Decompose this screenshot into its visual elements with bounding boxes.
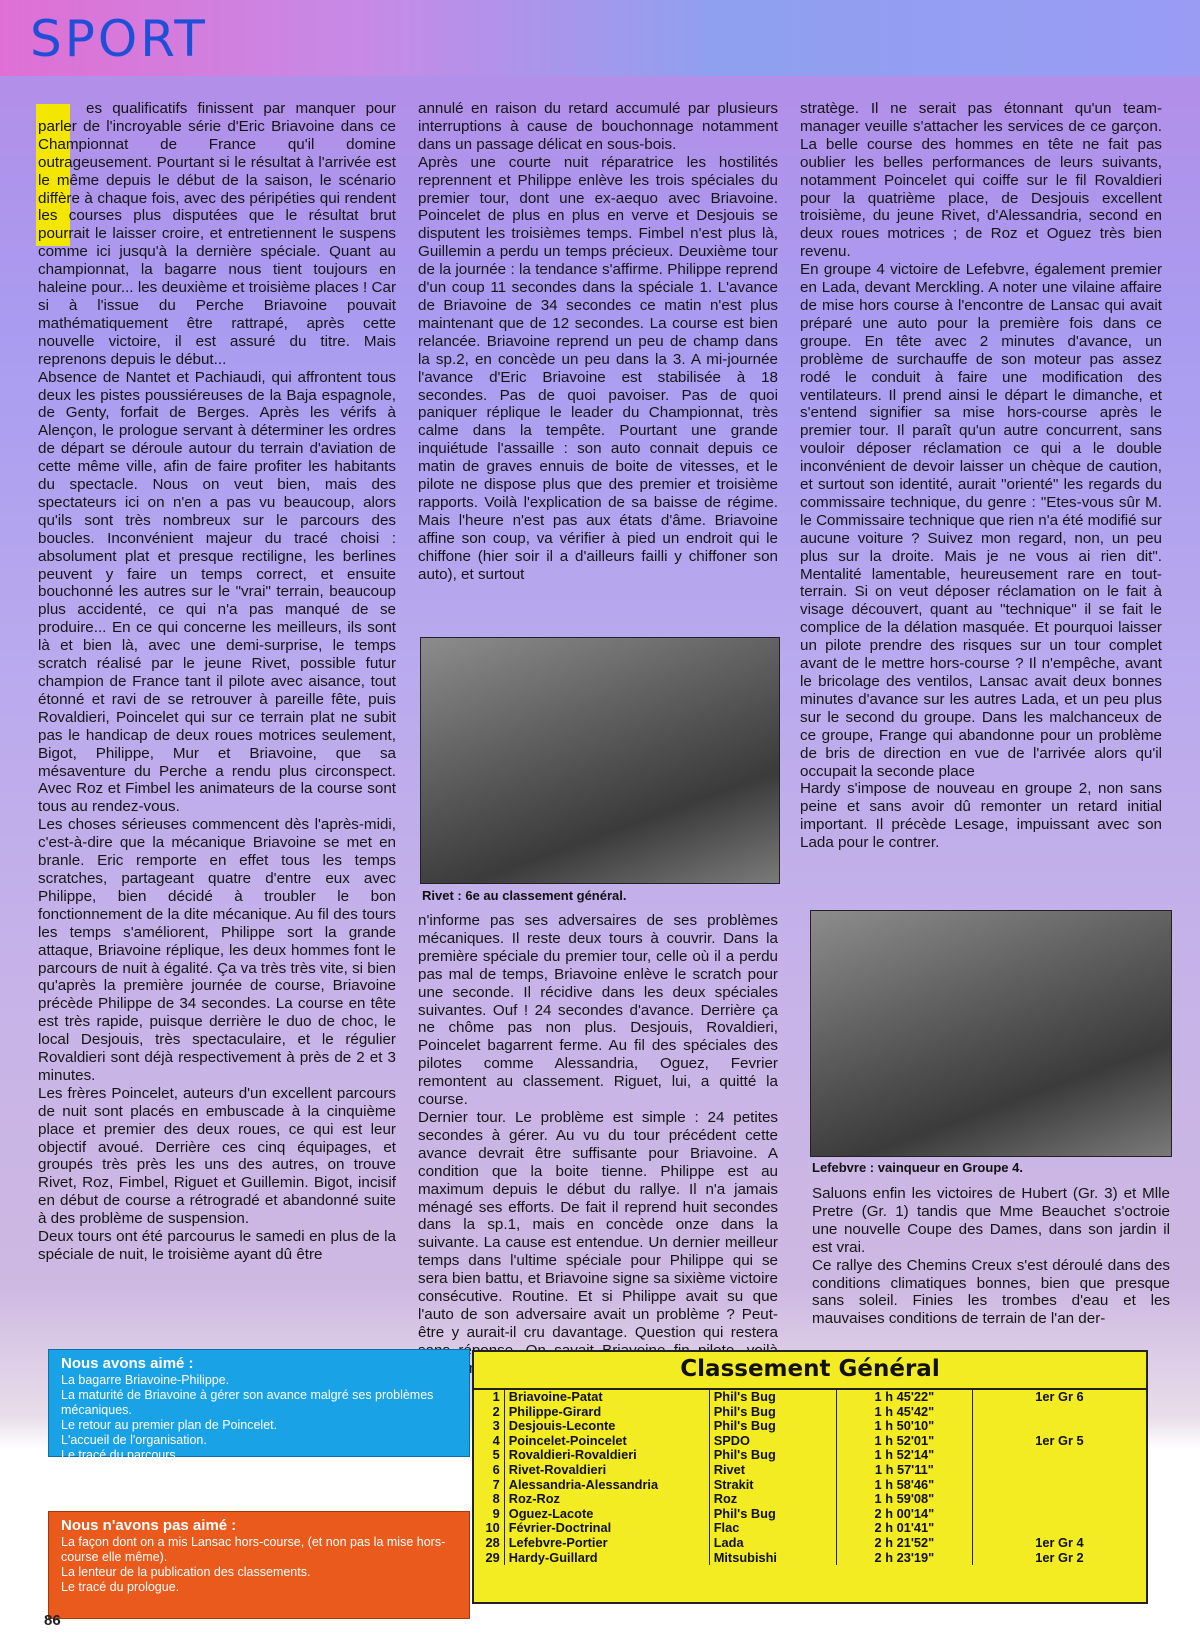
paragraph: Ce rallye des Chemins Creux s'est déroulé dans des conditions climatiques bonnes, bien que presque sans soleil. Finies les trombes d'eau et les mauvaises conditions de terrain de l'an der- bbox=[812, 1256, 1170, 1328]
table-row bbox=[474, 1405, 1146, 1420]
paragraph: es qualificatifs finissent par manquer pour parler de l'incroyable série d'Eric Briavoine dans ce Championnat de France qu'il domine outrageusement. Pourtant si le résultat à l'arrivée est le même depuis le début de la saison, le scénario diffère à chaque fois, avec des péripéties qui rendent les courses plus disputées que le résultat brut pourrait le laisser croire, et entretiennent le suspens comme ici jusqu'à la dernière spéciale. Quant au championnat, la bagarre nous tient toujours en haleine pour... les deuxième et troisième places ! Car si à l'issue du Perche Briavoine pouvait mathématiquement être rattrapé, après cette nouvelle victoire, il est assuré du titre. Mais reprenons depuis le début... bbox=[38, 100, 396, 368]
car-cell: Phil's Bug bbox=[709, 1389, 836, 1405]
rank-cell: 28 bbox=[485, 1534, 500, 1550]
time-cell: 1 h 57'11" bbox=[836, 1463, 972, 1478]
class-cell bbox=[972, 1448, 1146, 1463]
table-row bbox=[474, 1507, 1146, 1522]
table-row bbox=[474, 1448, 1146, 1463]
list-item: La façon dont on a mis Lansac hors-course, (et non pas la mise hors-course elle même). bbox=[61, 1535, 446, 1564]
standings-title: Classement Général bbox=[680, 1356, 940, 1382]
liked-box bbox=[48, 1349, 470, 1462]
paragraph: Les frères Poincelet, auteurs d'un excellent parcours de nuit sont placés en embuscade à la cinquième place et premier des deux roues, ce qui est leur objectif avoué. Derrière ces cinq équipages, et groupés très près les uns des autres, on trouve Rivet, Roz, Fimbel, Riguet et Guillemin. Bigot, incisif en début de course a rétrogradé et abandonné suite à des problème de suspension. bbox=[38, 1084, 396, 1228]
photo-caption: Lefebvre : vainqueur en Groupe 4. bbox=[812, 1160, 1023, 1175]
car-cell: Mitsubishi bbox=[709, 1551, 836, 1566]
liked-title: Nous avons aimé : bbox=[61, 1355, 194, 1372]
paragraph: n'informe pas ses adversaires de ses problèmes mécaniques. Il reste deux tours à couvrir. Dans la première spéciale du premier tour, celle où il a perdu pas mal de temps, Briavoine enlève le scratch pour une seconde. Il récidive dans les deux spéciales suivantes. Ouf ! 24 secondes d'avance. Derrière ça ne chôme pas non plus. Desjouis, Rovaldieri, Poincelet bagarrent ferme. Au fil des spéciales des pilotes comme Alessandria, Oguez, Fevrier remontent au classement. Riguet, lui, a quitté la course. bbox=[418, 912, 778, 1109]
time-cell: 1 h 45'22" bbox=[836, 1389, 972, 1405]
class-cell: 1er Gr 2 bbox=[972, 1551, 1146, 1566]
class-cell: 1er Gr 6 bbox=[972, 1389, 1146, 1405]
time-cell: 2 h 23'19" bbox=[836, 1551, 972, 1566]
paragraph: Saluons enfin les victoires de Hubert (Gr. 3) et Mlle Pretre (Gr. 1) tandis que Mme Beauchet s'octroie une nouvelle Coupe des Dames, dans son jardin il est vrai. bbox=[812, 1185, 1170, 1256]
car-cell: Phil's Bug bbox=[709, 1405, 836, 1420]
car-cell: Phil's Bug bbox=[709, 1419, 836, 1434]
car-cell: SPDO bbox=[709, 1434, 836, 1449]
time-cell: 1 h 52'01" bbox=[836, 1434, 972, 1449]
crew-cell: Rivet-Rovaldieri bbox=[504, 1463, 709, 1478]
article-column-2 bbox=[418, 100, 778, 583]
crew-cell: Roz-Roz bbox=[504, 1492, 709, 1507]
paragraph: En groupe 4 victoire de Lefebvre, également premier en Lada, devant Merckling. A noter une vilaine affaire de mise hors course à l'encontre de Lansac qui avait préparé une auto pour la première fois dans ce groupe. En tête avec 2 minutes d'avance, un problème de surchauffe de son moteur pas assez rodé le conduit à faire une modification des ventilateurs. Il prend ainsi le départ le dimanche, et s'entend signifier sa mise hors-course après le premier tour. Il paraît qu'un autre concurrent, sans vouloir déposer réclamation ce qui a le double inconvénient de devoir laisser un chèque de caution, et surtout son identité, aurait "orienté" les regards du commissaire technique, du genre : "Etes-vous sûr M. le Commissaire technique que rien n'a été modifié sur aucune voiture ? Suivez mon regard, non, un peu plus sur la droite. Mais je ne vous ai rien dit". Mentalité lamentable, heureusement rare en tout-terrain. Si on veut déposer réclamation on le fait à visage découvert, quant au "technique" il se fait le complice de la délation masquée. Et pourquoi laisser un pilote prendre des risques sur un tour complet avant de le mettre hors-course ? Il n'empêche, avant le bricolage des ventilos, Lansac avait deux bonnes minutes d'avance sur les autres Lada, et un peu plus sur le second du groupe. Dans les malchanceux de ce groupe, Frange qui abandonne pour un problème de bris de direction en vue de l'arrivée alors qu'il occupait la seconde place bbox=[800, 261, 1162, 780]
car-cell: Flac bbox=[709, 1521, 836, 1536]
table-row bbox=[474, 1478, 1146, 1493]
rank-cell: 10 bbox=[485, 1520, 500, 1536]
section-title: SPORT bbox=[30, 10, 208, 68]
paragraph: Les choses sérieuses commencent dès l'après-midi, c'est-à-dire que la mécanique Briavoine se met en branle. Eric remporte en effet tous les temps scratches, partageant quatre d'entre eux avec Philippe, bien décidé à troubler le bon fonctionnement de la dite mécanique. Au fil des tours les temps s'améliorent, Philippe sort la grande attaque, Briavoine réplique, les deux hommes font le parcours de nuit à égalité. Ça va très très vite, si bien qu'après la première journée de course, Briavoine précède Philippe de 34 secondes. La course en tête est très rapide, puisque derrière le duo de choc, le local Desjouis, très spectaculaire, et le régulier Rovaldieri sont déjà respectivement à près de 2 et 3 minutes. bbox=[38, 816, 396, 1084]
crew-cell: Février-Doctrinal bbox=[504, 1521, 709, 1536]
table-row bbox=[474, 1521, 1146, 1536]
list-item: Le tracé du parcours. bbox=[61, 1448, 180, 1462]
rank-cell: 29 bbox=[485, 1549, 500, 1565]
paragraph: annulé en raison du retard accumulé par plusieurs interruptions à cause de bouchonnage notamment dans un passage délicat en sous-bois. bbox=[418, 100, 778, 153]
crew-cell: Philippe-Girard bbox=[504, 1405, 709, 1420]
time-cell: 1 h 45'42" bbox=[836, 1405, 972, 1420]
time-cell: 1 h 50'10" bbox=[836, 1419, 972, 1434]
standings-box bbox=[472, 1350, 1148, 1604]
paragraph: stratège. Il ne serait pas étonnant qu'un team-manager veuille s'attacher les services de ce garçon. La belle course des hommes en tête ne fait pas oublier les belles performances de leurs suivants, notamment Poincelet qui coiffe sur le fil Rovaldieri pour la quatrième place, de Desjouis excellent troisième, du jeune Rivet, d'Alessandria, second en deux roues motrices ; de Roz et Oguez très bien revenu. bbox=[800, 100, 1162, 261]
table-row bbox=[474, 1492, 1146, 1507]
car-cell: Lada bbox=[709, 1536, 836, 1551]
standings-table bbox=[474, 1388, 1146, 1565]
class-cell bbox=[972, 1478, 1146, 1493]
class-cell bbox=[972, 1463, 1146, 1478]
list-item: La bagarre Briavoine-Philippe. bbox=[61, 1373, 230, 1387]
article-column-3 bbox=[800, 100, 1162, 852]
crew-cell: Oguez-Lacote bbox=[504, 1507, 709, 1522]
class-cell: 1er Gr 5 bbox=[972, 1434, 1146, 1449]
list-item: La maturité de Briavoine à gérer son avance malgré ses problèmes mécaniques. bbox=[61, 1388, 434, 1417]
crew-cell: Desjouis-Leconte bbox=[504, 1419, 709, 1434]
table-row bbox=[474, 1463, 1146, 1478]
section-header bbox=[0, 0, 1200, 76]
class-cell bbox=[972, 1492, 1146, 1507]
rank-cell: 2 bbox=[492, 1403, 500, 1419]
class-cell: 1er Gr 4 bbox=[972, 1536, 1146, 1551]
car-cell: Roz bbox=[709, 1492, 836, 1507]
rank-cell: 4 bbox=[492, 1432, 500, 1448]
table-row bbox=[474, 1434, 1146, 1449]
list-item: Le tracé du prologue. bbox=[61, 1580, 180, 1594]
time-cell: 1 h 59'08" bbox=[836, 1492, 972, 1507]
paragraph: Dernier tour. Le problème est simple : 24 petites secondes à gérer. Au vu du tour précédent cette avance devrait être suffisante pour Briavoine. A condition que la boite tienne. Philippe est au maximum depuis le début du rallye. Il n'a jamais ménagé ses efforts. De fait il reprend huit secondes dans la sp.1, mais en concède onze dans la suivante. La cause est entendue. Un dernier meilleur temps dans l'ultime spéciale pour Philippe qui se sera bien battu, et Briavoine signe sa sixième victoire consécutive. Routine. Et si Philippe avait su que l'auto de son adversaire avait un problème ? Peut-être y aurait-il cru davantage. Question qui restera bbox=[418, 1108, 778, 1341]
class-cell bbox=[972, 1521, 1146, 1536]
crew-cell: Lefebvre-Portier bbox=[504, 1536, 709, 1551]
rank-cell: 5 bbox=[492, 1447, 500, 1463]
crew-cell: Alessandria-Alessandria bbox=[504, 1478, 709, 1493]
car-cell: Phil's Bug bbox=[709, 1448, 836, 1463]
paragraph: Deux tours ont été parcourus le samedi en plus de la spéciale de nuit, le troisième ayant dû être bbox=[38, 1228, 396, 1263]
paragraph: Absence de Nantet et Pachiaudi, qui affrontent tous deux les pistes poussiéreuses de la Baja espagnole, de Genty, forfait de Berges. Après les vérifs à Alençon, le prologue servant à déterminer les ordres de départ se déroule autour du terrain d'aviation de cette même ville, afin de faire profiter les habitants du spectacle. Nous on veut bien, mais des spectateurs ici on n'en a pas vu beaucoup, alors qu'ils sont très nombreux sur le parcours des boucles. Inconvénient majeur du tracé choisi : absolument plat et presque rectiligne, les berlines peuvent y faire un temps correct, et ensuite bouchonné les autres sur le "vrai" terrain, beaucoup plus accidenté, ce qui n'a pas manqué de se produire... En ce qui concerne les meilleurs, ils sont là et bien là, avec une demi-surprise, le temps scratch réalisé par le jeune Rivet, possible futur champion de France tant il pilote avec aisance, tout étonné et ravi de se retrouver à pareille fête, puis Rovaldieri, Poincelet qui sur ce terrain plat ne subit pas le handicap de deux roues motrices seulement, Bigot, Philippe, Mur et Briavoine, que sa mésaventure du Perche a rendu plus circonspect. Avec Roz et Fimbel les animateurs de la course sont tous au rendez-vous. bbox=[38, 368, 396, 816]
list-item: Le retour au premier plan de Poincelet. bbox=[61, 1418, 278, 1432]
crew-cell: Rovaldieri-Rovaldieri bbox=[504, 1448, 709, 1463]
table-row bbox=[474, 1419, 1146, 1434]
class-cell bbox=[972, 1405, 1146, 1420]
time-cell: 2 h 00'14" bbox=[836, 1507, 972, 1522]
list-item: L'accueil de l'organisation. bbox=[61, 1433, 207, 1447]
article-column-1 bbox=[38, 100, 396, 1264]
rank-cell: 6 bbox=[492, 1461, 500, 1477]
paragraph: Hardy s'impose de nouveau en groupe 2, non sans peine et sans avoir dû remonter un retard initial important. Il précède Lesage, impuissant avec son Lada pour le contrer. bbox=[800, 780, 1162, 852]
disliked-title: Nous n'avons pas aimé : bbox=[61, 1517, 237, 1534]
photo-lefebvre-lada bbox=[810, 910, 1172, 1157]
disliked-box bbox=[48, 1511, 470, 1619]
rank-cell: 3 bbox=[492, 1418, 500, 1434]
rank-cell: 1 bbox=[474, 1389, 504, 1405]
table-row bbox=[474, 1551, 1146, 1566]
class-cell bbox=[972, 1419, 1146, 1434]
photo-rivet-buggy bbox=[420, 637, 780, 884]
class-cell bbox=[972, 1507, 1146, 1522]
crew-cell: Poincelet-Poincelet bbox=[504, 1434, 709, 1449]
car-cell: Phil's Bug bbox=[709, 1507, 836, 1522]
rank-cell: 8 bbox=[492, 1491, 500, 1507]
article-column-3-continued bbox=[812, 1185, 1170, 1328]
crew-cell: Hardy-Guillard bbox=[504, 1551, 709, 1566]
table-row bbox=[474, 1389, 1146, 1405]
photo-caption: Rivet : 6e au classement général. bbox=[422, 888, 627, 903]
time-cell: 1 h 58'46" bbox=[836, 1478, 972, 1493]
time-cell: 1 h 52'14" bbox=[836, 1448, 972, 1463]
table-row bbox=[474, 1536, 1146, 1551]
time-cell: 2 h 21'52" bbox=[836, 1536, 972, 1551]
page-number: 86 bbox=[44, 1612, 61, 1629]
article-column-2-continued bbox=[418, 912, 778, 1378]
car-cell: Rivet bbox=[709, 1463, 836, 1478]
rank-cell: 9 bbox=[492, 1505, 500, 1521]
list-item: La lenteur de la publication des classements. bbox=[61, 1565, 311, 1579]
paragraph: Après une courte nuit réparatrice les hostilités reprennent et Philippe enlève les trois spéciales du premier tour, dont une ex-aequo avec Briavoine. Poincelet de plus en plus en verve et Desjouis se disputent les troisièmes temps. Fimbel n'est plus là, Guillemin a perdu un temps précieux. Deuxième tour de la journée : la tendance s'affirme. Philippe reprend d'un coup 11 secondes dans la spéciale 1. L'avance de Briavoine de 34 secondes ce matin n'est plus maintenant que de 12 secondes. La course est bien relancée. Briavoine reprend un peu de champ dans la sp.2, en concède un peu dans la 3. A mi-journée l'avance d'Eric Briavoine est stabilisée à 18 secondes. Pas de quoi pavoiser. Pas de quoi paniquer réplique le leader du Championnat, très calme dans la tempête. Pourtant une grande inquiétude l'assaille : son auto connait depuis ce matin de graves ennuis de boite de vitesses, et le pilote ne dispose plus que des premier et troisième rapports. Voilà l'explication de sa baisse de régime. Mais l'heure n'est pas aux états d'âme. Briavoine affine son coup, va vérifier à pied un endroit qui le chiffone (hier soir il a d'ailleurs failli y chiffoner son auto), et surtout bbox=[418, 153, 778, 583]
crew-cell: Briavoine-Patat bbox=[504, 1389, 709, 1405]
time-cell: 2 h 01'41" bbox=[836, 1521, 972, 1536]
car-cell: Strakit bbox=[709, 1478, 836, 1493]
rank-cell: 7 bbox=[492, 1476, 500, 1492]
